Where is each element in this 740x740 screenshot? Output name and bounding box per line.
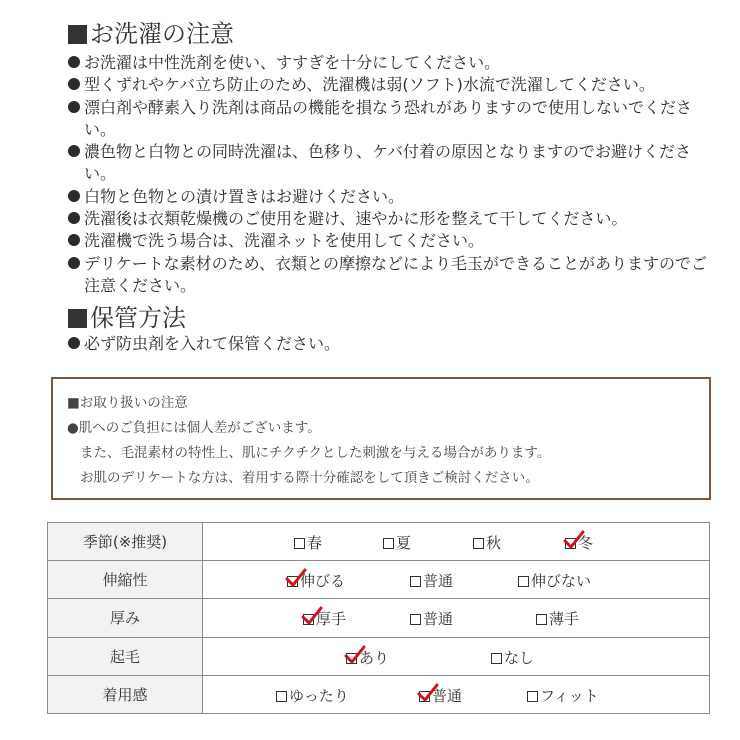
bullet-icon [68, 257, 80, 269]
checkbox-icon [410, 576, 421, 587]
bullet-icon [68, 145, 80, 157]
list-item [68, 141, 708, 186]
option-label: ゆったり [289, 686, 349, 705]
storage-heading-text: 保管方法 [90, 304, 186, 332]
washing-heading [68, 20, 234, 48]
options-cell [203, 675, 710, 713]
notice-title: ■お取り扱いの注意 [67, 395, 188, 411]
checkmark-icon [563, 530, 585, 550]
checkmark-icon [285, 568, 307, 588]
option-label: 伸びない [531, 572, 592, 591]
checkmark-icon [417, 683, 439, 703]
checkmark-icon [301, 606, 323, 626]
options-cell [203, 561, 710, 599]
checkbox-icon [294, 538, 305, 549]
list-item [68, 333, 708, 355]
option-label: 春 [307, 534, 323, 552]
option-not-stretchy [518, 570, 591, 591]
washing-list [68, 52, 708, 297]
list-item-text: 濃色物と白物との同時洗濯は、色移り、ケバ付着の原因となりますのでお避けください。 [84, 142, 692, 184]
bullet-icon [68, 78, 80, 90]
checkbox-icon [346, 653, 357, 664]
list-item-text: 洗濯後は衣類乾燥機のご使用を避け、速やかに形を整えて干してください。 [84, 209, 628, 229]
options-cell [203, 599, 710, 637]
bullet-icon [68, 190, 80, 202]
option-brushed-no [491, 647, 534, 668]
option-summer [383, 532, 411, 553]
list-item [68, 253, 708, 298]
bullet-icon [68, 56, 80, 68]
option-label: 冬 [578, 534, 594, 552]
option-label: なし [504, 648, 535, 667]
list-item [68, 74, 708, 96]
list-item-text: 漂白剤や酵素入り洗剤は商品の機能を損なう恐れがありますので使用しないでください。 [84, 97, 693, 139]
checkbox-icon [491, 653, 502, 664]
list-item-text: 洗濯機で洗う場合は、洗濯ネットを使用してください。 [84, 231, 485, 251]
option-fitted [527, 685, 599, 706]
option-label: あり [359, 648, 390, 667]
checkbox-icon [518, 576, 529, 587]
row-label: 着用感 [48, 675, 203, 713]
option-label: 普通 [432, 686, 463, 705]
table-row [48, 523, 710, 561]
table-row [48, 561, 710, 599]
notice-line: お肌のデリケートな方は、着用する際十分確認をして頂きご検討ください。 [80, 470, 539, 486]
list-item-text: 白物と色物との漬け置きはお避けください。 [84, 186, 405, 206]
option-loose [276, 685, 349, 706]
storage-list [68, 333, 708, 355]
option-label: 普通 [423, 572, 454, 591]
storage-heading [68, 304, 186, 332]
options-cell [203, 523, 710, 561]
option-normal [419, 685, 462, 706]
checkbox-icon [383, 538, 394, 549]
checkbox-icon [410, 614, 421, 625]
list-item-text: お洗濯は中性洗剤を使い、すすぎを十分にしてください。 [84, 53, 501, 72]
list-item [68, 208, 708, 230]
table-row [48, 637, 710, 675]
option-label: 伸びる [300, 572, 346, 591]
table-row [48, 675, 710, 713]
table-row [48, 599, 710, 637]
option-stretchy [287, 570, 345, 591]
option-label: 秋 [486, 534, 502, 552]
options-cell [203, 637, 710, 675]
washing-heading-text: お洗濯の注意 [90, 20, 234, 48]
option-label: 夏 [396, 534, 412, 552]
checkbox-icon [473, 538, 484, 549]
square-bullet-icon [68, 309, 87, 328]
option-label: 厚手 [316, 610, 347, 629]
list-item [68, 52, 708, 74]
row-label: 伸縮性 [48, 561, 203, 599]
checkbox-icon [419, 691, 430, 702]
option-winter [565, 532, 593, 553]
list-item [68, 97, 708, 142]
spec-table [47, 522, 710, 714]
list-item [68, 230, 708, 252]
row-label: 起毛 [48, 637, 203, 675]
option-label: 普通 [423, 610, 454, 629]
option-thick [303, 608, 346, 629]
checkbox-icon [536, 614, 547, 625]
notice-line: ●肌へのご負担には個人差がございます。 [67, 420, 321, 436]
row-label: 季節(※推奨) [48, 523, 203, 561]
bullet-icon [68, 234, 80, 246]
checkbox-icon [527, 691, 538, 702]
bullet-icon [68, 101, 80, 113]
bullet-icon [68, 337, 80, 349]
option-label: 薄手 [549, 610, 580, 629]
bullet-icon [68, 212, 80, 224]
list-item-text: デリケートな素材のため、衣類との摩擦などにより毛玉ができることがありますのでご注意ください。 [84, 253, 708, 295]
option-spring [294, 532, 322, 553]
handling-notice-box [51, 377, 711, 500]
checkbox-icon [565, 538, 576, 549]
option-label: フィット [540, 686, 599, 705]
checkbox-icon [276, 691, 287, 702]
list-item [68, 186, 708, 208]
option-normal [410, 570, 453, 591]
notice-line: また、毛混素材の特性上、肌にチクチクとした刺激を与える場合があります。 [80, 445, 551, 461]
square-bullet-icon [68, 25, 87, 44]
option-brushed-yes [346, 647, 389, 668]
row-label: 厚み [48, 599, 203, 637]
option-thin [536, 608, 579, 629]
checkmark-icon [344, 645, 366, 665]
checkbox-icon [287, 576, 298, 587]
checkbox-icon [303, 614, 314, 625]
option-normal [410, 608, 453, 629]
option-autumn [473, 532, 501, 553]
list-item-text: 型くずれやケバ立ち防止のため、洗濯機は弱(ソフト)水流で洗濯してください。 [84, 75, 655, 95]
list-item-text: 必ず防虫剤を入れて保管ください。 [84, 334, 341, 353]
